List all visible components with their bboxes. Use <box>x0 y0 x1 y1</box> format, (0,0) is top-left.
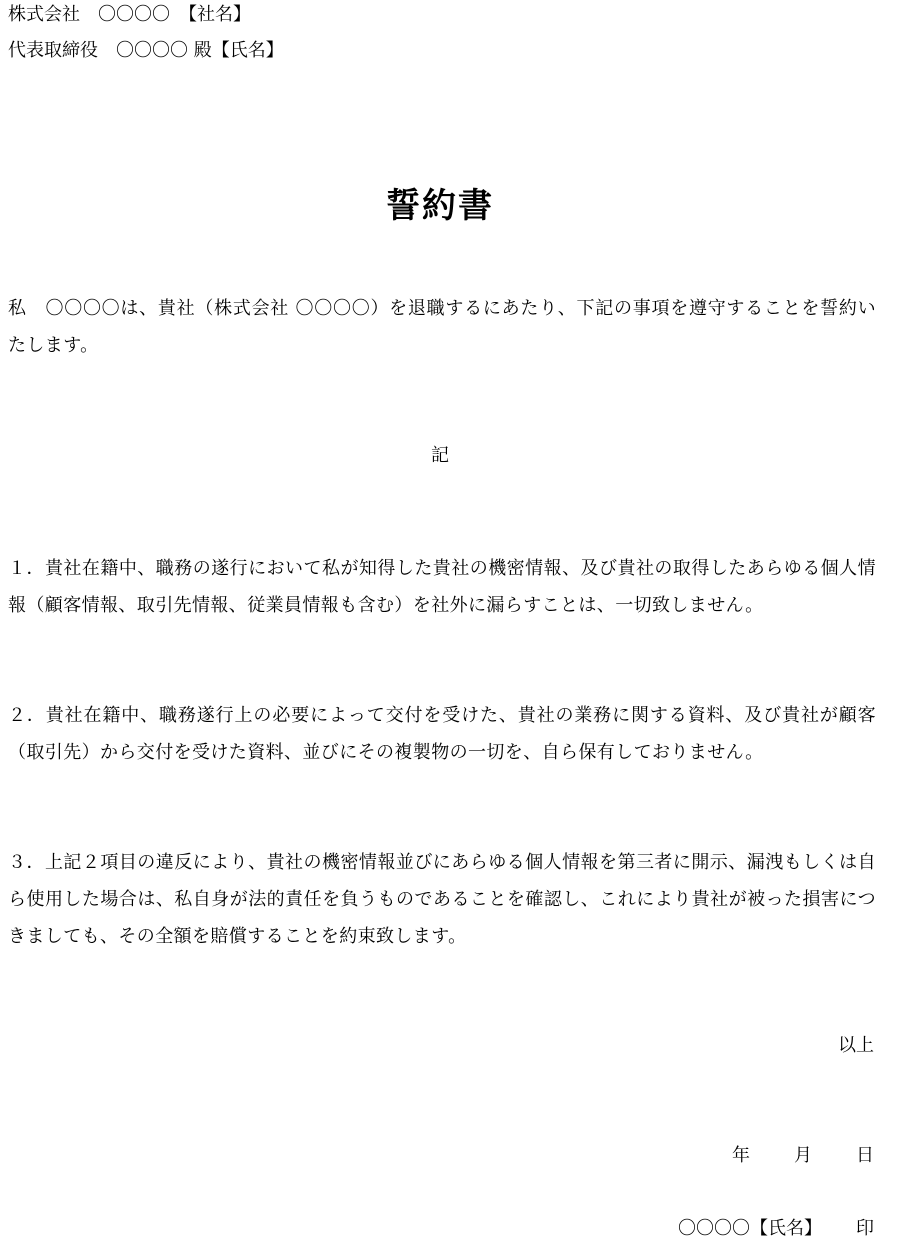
clause-2: ２．貴社在籍中、職務遂行上の必要によって交付を受けた、貴社の業務に関する資料、及び貴社が顧客（取引先）から交付を受けた資料、並びにその複製物の一切を、自ら保有しておりません。 <box>8 705 876 763</box>
signature-line <box>678 1218 874 1240</box>
clause-3: ３．上記２項目の違反により、貴社の機密情報並びにあらゆる個人情報を第三者に開示、漏洩もしくは自ら使用した場合は、私自身が法的責任を負うものであることを確認し、これにより貴社が被った損害につきましても、その全額を賠償することを約束致します。 <box>8 852 876 947</box>
clause-1: １．貴社在籍中、職務の遂行において私が知得した貴社の機密情報、及び貴社の取得したあらゆる個人情報（顧客情報、取引先情報、従業員情報も含む）を社外に漏らすことは、一切致しません。 <box>8 558 876 616</box>
ki-heading: 記 <box>431 445 449 466</box>
document-title: 誓約書 <box>386 186 494 226</box>
addressee-company: 株式会社 〇〇〇〇 【社名】 <box>8 4 251 25</box>
closing-mark: 以上 <box>838 1035 874 1056</box>
seal-mark: 印 <box>856 1218 874 1239</box>
date-year: 年 <box>732 1145 750 1166</box>
addressee-representative: 代表取締役 〇〇〇〇 殿【氏名】 <box>8 40 284 61</box>
date-line <box>732 1145 874 1167</box>
intro-paragraph: 私 〇〇〇〇は、貴社（株式会社 〇〇〇〇）を退職するにあたり、下記の事項を遵守することを誓約いたします。 <box>8 298 876 356</box>
date-day: 日 <box>856 1145 874 1166</box>
signature-name: 〇〇〇〇【氏名】 <box>678 1218 822 1239</box>
date-month: 月 <box>794 1145 812 1166</box>
